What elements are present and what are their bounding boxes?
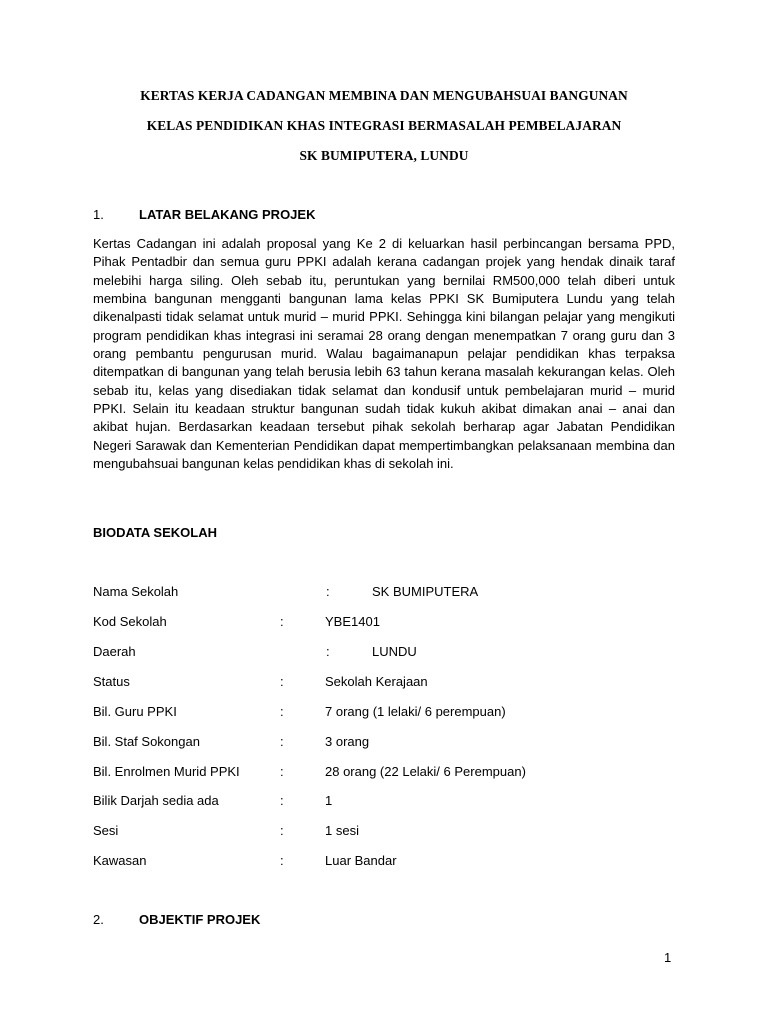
biodata-value: LUNDU [372, 644, 417, 659]
biodata-colon: : [280, 704, 284, 719]
biodata-row-nama-sekolah [93, 584, 693, 602]
biodata-colon: : [280, 853, 284, 868]
section-2-number: 2. [93, 912, 104, 927]
biodata-colon: : [280, 764, 284, 779]
biodata-label: Bil. Enrolmen Murid PPKI [93, 764, 240, 779]
biodata-row-bil-guru [93, 704, 693, 722]
title-line-3: SK BUMIPUTERA, LUNDU [299, 148, 469, 163]
biodata-row-bilik-darjah [93, 793, 693, 811]
biodata-label: Sesi [93, 823, 119, 838]
biodata-value: Luar Bandar [325, 853, 397, 868]
page-number: 1 [664, 950, 672, 965]
biodata-value: YBE1401 [325, 614, 380, 629]
biodata-row-status [93, 674, 693, 692]
section-1-title: LATAR BELAKANG PROJEK [139, 207, 316, 222]
biodata-value: Sekolah Kerajaan [325, 674, 428, 689]
section-1-number: 1. [93, 207, 104, 222]
biodata-label: Bil. Staf Sokongan [93, 734, 200, 749]
biodata-heading: BIODATA SEKOLAH [93, 525, 217, 540]
biodata-row-bil-enrolmen [93, 764, 693, 782]
biodata-row-kod-sekolah [93, 614, 693, 632]
biodata-value: 3 orang [325, 734, 370, 749]
biodata-label: Daerah [93, 644, 136, 659]
biodata-value: 1 sesi [325, 823, 359, 838]
biodata-colon: : [280, 823, 284, 838]
biodata-value: 7 orang (1 lelaki/ 6 perempuan) [325, 704, 506, 719]
biodata-label: Kod Sekolah [93, 614, 167, 629]
biodata-value: 28 orang (22 Lelaki/ 6 Perempuan) [325, 764, 526, 779]
section-2-title: OBJEKTIF PROJEK [139, 912, 261, 927]
biodata-colon: : [280, 793, 284, 808]
biodata-colon: : [280, 674, 284, 689]
biodata-row-sesi [93, 823, 693, 841]
biodata-value: 1 [325, 793, 333, 808]
biodata-label: Nama Sekolah [93, 584, 179, 599]
biodata-label: Bilik Darjah sedia ada [93, 793, 219, 808]
biodata-colon: : [280, 734, 284, 749]
section-1-heading [93, 207, 493, 225]
biodata-value: SK BUMIPUTERA [372, 584, 479, 599]
biodata-row-kawasan [93, 853, 693, 871]
biodata-row-bil-staf [93, 734, 693, 752]
biodata-label: Kawasan [93, 853, 147, 868]
biodata-colon: : [326, 584, 330, 599]
biodata-colon: : [280, 614, 284, 629]
biodata-row-daerah [93, 644, 693, 662]
title-line-2: KELAS PENDIDIKAN KHAS INTEGRASI BERMASALAH PEMBELAJARAN [146, 118, 622, 133]
title-line-1: KERTAS KERJA CADANGAN MEMBINA DAN MENGUBAHSUAI BANGUNAN [140, 88, 628, 103]
biodata-colon: : [326, 644, 330, 659]
biodata-label: Bil. Guru PPKI [93, 704, 177, 719]
biodata-label: Status [93, 674, 130, 689]
section-2-heading [93, 912, 493, 930]
background-paragraph: Kertas Cadangan ini adalah proposal yang Ke 2 di keluarkan hasil perbincangan bersama PPD, Pihak Pentadbir dan semua guru PPKI adalah kerana cadangan projek yang hendak dinaik taraf melebihi harga siling. Oleh sebab itu, peruntukan yang bernilai RM500,000 telah diberi untuk membina bangunan mengganti bangunan lama kelas PPKI SK Bumiputera Lundu yang telah dikenalpasti tidak selamat untuk murid – murid PPKI. Sehingga kini bilangan pelajar yang mengikuti program pendidikan khas integrasi ini seramai 28 orang dengan menempatkan 7 orang guru dan 3 orang pembantu pengurusan murid. Walau bagaimanapun pelajar pendidikan khas terpaksa ditempatkan di bangunan yang telah berusia lebih 63 tahun kerana masalah kekurangan kelas. Oleh sebab itu, kelas yang disediakan tidak selamat dan kondusif untuk pembelajaran murid – murid PPKI. Selain itu keadaan struktur bangunan sudah tidak kukuh akibat dimakan anai – anai dan akibat hujan. Berdasarkan keadaan tersebut pihak sekolah berharap agar Jabatan Pendidikan Negeri Sarawak dan Kementerian Pendidikan dapat mempertimbangkan pelaksanaan membina dan mengubahsuai bangunan kelas pendidikan khas di sekolah ini. [93, 236, 675, 472]
